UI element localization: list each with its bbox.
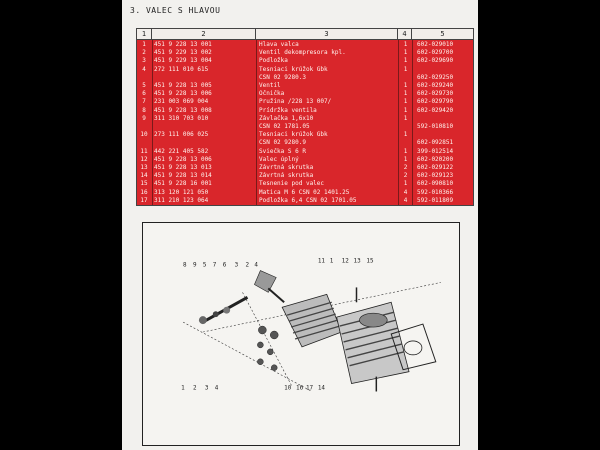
top-callout: 5 (202, 261, 207, 269)
table-cell-name: Tesnenie pod valec (259, 180, 325, 188)
cylinder-part (337, 302, 409, 383)
table-cell-name: Závrtná skrutka (259, 164, 314, 171)
table-cell-name: Tesniaci krúžok Gbk (259, 131, 328, 139)
table-cell-code: 451 9 229 13 002 (154, 49, 212, 57)
table-cell-num: 10 (140, 131, 148, 139)
table-cell-name: Očnička (259, 90, 285, 98)
table-row (137, 156, 473, 164)
table-cell-num: 17 (140, 196, 148, 204)
table-cell-code: 451 9 228 13 005 (154, 82, 212, 89)
table-cell-code: 273 111 006 025 (154, 131, 209, 139)
table-cell-ref: 602-029240 (417, 82, 454, 89)
section-title: 3. VALEC S HLAVOU (130, 6, 221, 15)
table-cell-ref: 602-029420 (417, 106, 454, 114)
table-cell-code: 311 310 703 010 (154, 114, 209, 122)
table-cell-qty: 1 (403, 155, 408, 163)
table-cell-qty: 1 (403, 57, 408, 65)
table-cell-qty: 2 (403, 172, 408, 180)
table-row (137, 41, 473, 49)
exploded-view-diagram (142, 222, 460, 446)
table-row (137, 57, 473, 65)
table-cell-ref: 602-020200 (417, 155, 454, 163)
table-row (137, 115, 473, 123)
table-cell-num: 8 (142, 106, 146, 114)
table-cell-num: 5 (142, 82, 146, 89)
table-cell-code: 451 9 228 13 006 (154, 90, 212, 98)
bottom-callout: 10 (284, 384, 292, 392)
table-cell-qty: 1 (403, 114, 408, 122)
table-cell-qty: 1 (403, 90, 408, 98)
table-cell-qty: 1 (403, 41, 408, 48)
table-cell-code: 451 9 229 13 004 (154, 57, 212, 65)
top-callout: 4 (254, 261, 258, 269)
table-cell-qty: 1 (403, 180, 408, 188)
cylinder-head-illustration (143, 223, 459, 445)
parts-table (136, 28, 474, 206)
table-row (137, 74, 473, 82)
table-cell-ref: 602-029123 (417, 172, 454, 180)
header-col-4: 4 (398, 29, 412, 40)
table-cell-code: 451 9 228 13 013 (154, 164, 212, 171)
table-row (137, 180, 473, 188)
table-row (137, 123, 473, 131)
table-cell-name: Hlava valca (259, 41, 299, 48)
table-row (137, 197, 473, 205)
table-cell-name: Podložka (259, 57, 288, 65)
top-callout: 2 (245, 261, 250, 269)
table-cell-qty: 2 (403, 164, 408, 171)
table-cell-name: Tesniaci krúžok Gbk (259, 65, 328, 73)
header-col-5: 5 (412, 29, 473, 40)
table-row (137, 49, 473, 57)
table-cell-ref: 602-090810 (417, 180, 454, 188)
bottom-callout: 4 (214, 384, 219, 392)
table-row (137, 98, 473, 106)
cylinder-head-part (282, 294, 341, 347)
table-cell-num: 16 (140, 188, 148, 196)
top-callout: 1 (329, 257, 334, 265)
top-callout: 7 (212, 261, 217, 269)
table-row (137, 189, 473, 197)
table-cell-ref: 602-029700 (417, 49, 454, 57)
top-callout: 13 (353, 257, 361, 265)
table-cell-num: 2 (142, 49, 146, 57)
bottom-callout: 3 (204, 384, 209, 392)
table-cell-code: 272 111 010 615 (154, 65, 209, 73)
top-callout: 3 (234, 261, 239, 269)
table-cell-num: 7 (142, 98, 146, 106)
callouts-top (183, 258, 374, 269)
table-cell-num: 13 (140, 164, 148, 171)
table-cell-name: Podložka 6,4 ČSN 02 1701.05 (259, 196, 357, 204)
table-cell-name: ČSN 02 1781.05 (259, 123, 310, 130)
decompressor-valve-part (199, 297, 248, 324)
washers-and-nuts (257, 326, 278, 371)
table-cell-ref: 399-012514 (417, 147, 454, 155)
table-cell-code: 451 9 228 13 014 (154, 172, 212, 180)
table-cell-num: 1 (142, 41, 146, 48)
bottom-callout: 2 (192, 384, 197, 392)
table-cell-qty: 4 (403, 196, 408, 204)
table-row (137, 90, 473, 98)
table-row (137, 148, 473, 156)
spark-plug-part (254, 271, 284, 303)
table-cell-name: ČSN 02 9280.9 (259, 139, 306, 147)
top-callout: 15 (366, 257, 374, 265)
document-page (122, 0, 478, 450)
bottom-callout: 1 (181, 384, 185, 392)
table-cell-code: 313 120 121 050 (154, 188, 209, 196)
table-row (137, 66, 473, 74)
table-cell-qty: 1 (403, 106, 408, 114)
table-row (137, 139, 473, 147)
table-cell-code: 451 9 228 16 001 (154, 180, 212, 188)
table-row (137, 131, 473, 139)
table-cell-name: Sviečka S 6 R (259, 147, 306, 155)
table-cell-qty: 1 (403, 49, 408, 57)
table-cell-ref: 602-029010 (417, 41, 454, 48)
table-cell-name: Valec úplný (259, 155, 299, 163)
table-cell-code: 451 9 228 13 001 (154, 41, 212, 48)
top-callout: 9 (192, 261, 197, 269)
table-cell-ref: 602-029690 (417, 57, 454, 65)
table-cell-qty: 1 (403, 147, 408, 155)
table-cell-num: 9 (142, 114, 146, 122)
table-cell-name: Ventil dekompresora kpl. (259, 49, 346, 57)
table-cell-name: ČSN 02 9280.3 (259, 73, 306, 81)
table-cell-name: Matica M 6 ČSN 02 1401.25 (259, 188, 350, 196)
table-cell-qty: 4 (403, 188, 408, 196)
bottom-callout: 14 (317, 384, 326, 392)
table-cell-qty: 1 (403, 131, 408, 139)
table-cell-name: Závlačka 1,6x10 (259, 114, 314, 122)
header-col-2: 2 (152, 29, 256, 40)
table-cell-qty: 1 (403, 82, 408, 89)
table-cell-name: Závrtná skrutka (259, 172, 314, 180)
bottom-callout: 16 (296, 384, 304, 392)
top-callout: 11 (317, 257, 326, 265)
table-cell-code: 442 221 405 582 (154, 147, 209, 155)
table-cell-name: Prídržka ventila (259, 106, 317, 114)
table-cell-num: 14 (140, 172, 148, 180)
callouts-bottom (181, 385, 325, 392)
table-row (137, 107, 473, 115)
table-cell-ref: 602-029122 (417, 164, 454, 171)
table-cell-code: 451 9 228 13 006 (154, 155, 212, 163)
table-cell-num: 12 (140, 155, 148, 163)
table-cell-code: 231 003 069 004 (154, 98, 209, 106)
table-cell-ref: 602-029790 (417, 98, 454, 106)
table-row (137, 164, 473, 172)
table-cell-code: 311 210 123 064 (154, 196, 209, 204)
table-cell-code: 451 9 228 13 008 (154, 106, 212, 114)
table-cell-num: 3 (142, 57, 146, 65)
table-cell-num: 15 (140, 180, 148, 188)
top-callout: 6 (222, 261, 227, 269)
table-cell-ref: 592-010366 (417, 188, 454, 196)
table-cell-qty: 1 (403, 98, 408, 106)
table-row (137, 82, 473, 90)
table-row (137, 172, 473, 180)
table-cell-qty: 1 (403, 65, 408, 73)
table-cell-name: Ventil (259, 82, 281, 89)
table-cell-ref: 602-029730 (417, 90, 454, 98)
table-cell-ref: 592-010810 (417, 123, 454, 130)
table-cell-num: 6 (142, 90, 146, 98)
table-cell-name: Pružina /228 13 007/ (259, 98, 332, 106)
table-cell-ref: 602-029250 (417, 73, 454, 81)
table-cell-ref: 602-092851 (417, 139, 454, 147)
table-cell-num: 11 (140, 147, 148, 155)
table-cell-num: 4 (142, 65, 146, 73)
header-col-3: 3 (256, 29, 398, 40)
bottom-callout: 17 (305, 384, 314, 392)
top-callout: 12 (341, 257, 349, 265)
table-cell-ref: 592-011809 (417, 196, 454, 204)
header-col-1: 1 (137, 29, 152, 40)
top-callout: 8 (183, 261, 187, 269)
